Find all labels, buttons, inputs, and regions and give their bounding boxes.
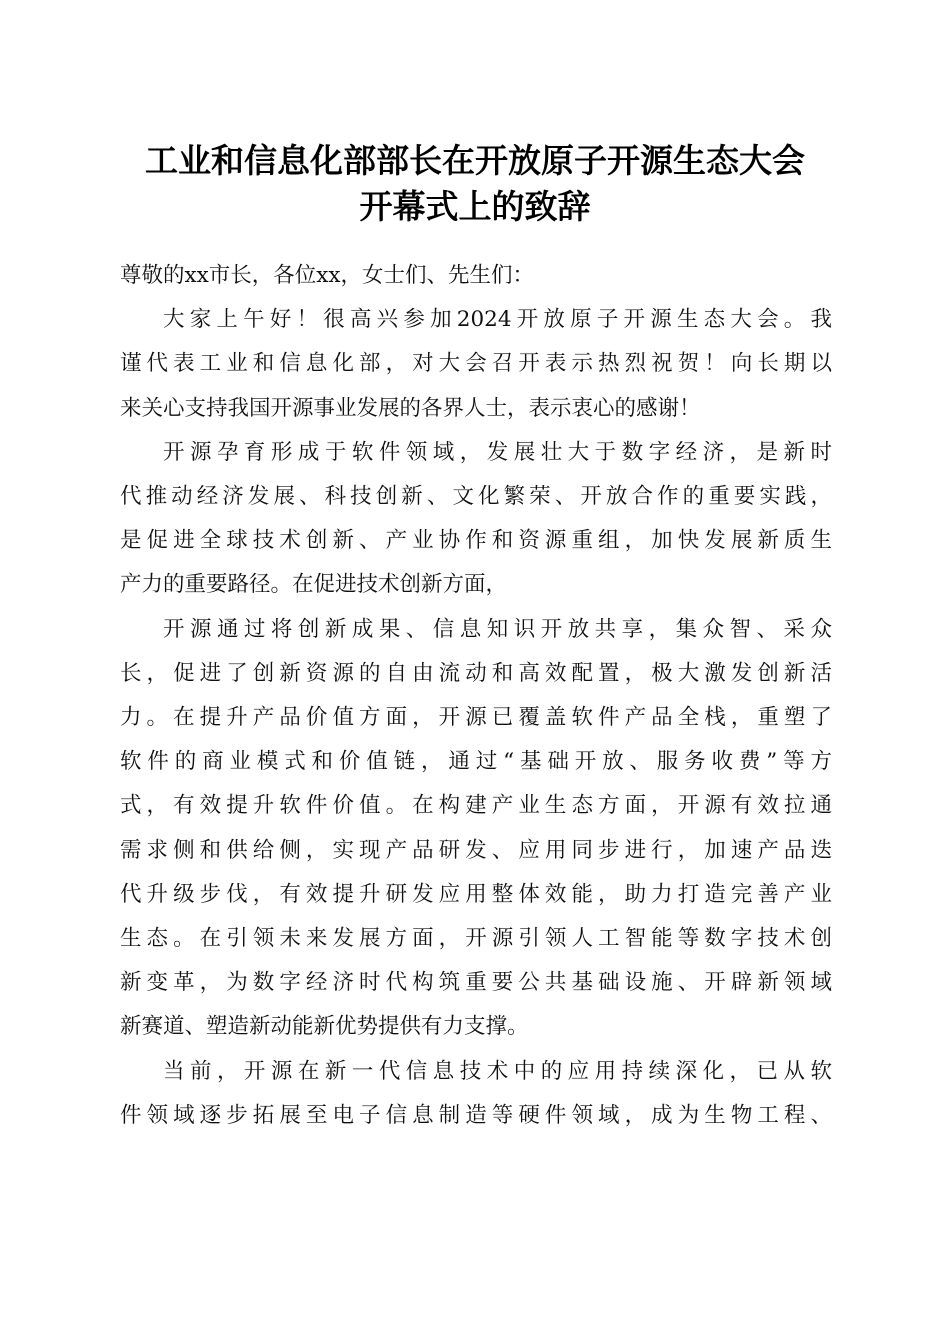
salutation-line: 尊敬的xx市长，各位xx，女士们、先生们： — [120, 263, 535, 288]
paragraph-line: 来关心支持我国开源事业发展的各界人士，表示衷心的感谢！ — [120, 395, 701, 421]
paragraph-3 — [120, 608, 832, 1050]
paragraph-line: 生态。在引领未来发展方面，开源引领人工智能等数字技术创 — [120, 926, 832, 952]
paragraph-line: 新赛道、塑造新动能新优势提供有力支撑。 — [120, 1014, 529, 1040]
paragraph-line: 需求侧和供给侧，实现产品研发、应用同步进行，加速产品迭 — [120, 837, 832, 863]
paragraph-line: 产力的重要路径。在促进技术创新方面， — [120, 572, 508, 598]
title-line-2: 开幕式上的致辞 — [359, 187, 591, 226]
paragraph-line: 长，促进了创新资源的自由流动和高效配置，极大激发创新活 — [120, 660, 832, 686]
paragraph-line: 新变革，为数字经济时代构筑重要公共基础设施、开辟新领域 — [120, 970, 832, 996]
paragraph-line: 力。在提升产品价值方面，开源已覆盖软件产品全栈，重塑了 — [120, 705, 832, 731]
paragraph-line: 代升级步伐，有效提升研发应用整体效能，助力打造完善产业 — [120, 881, 832, 907]
paragraph-line: 代推动经济发展、科技创新、文化繁荣、开放合作的重要实践， — [120, 484, 832, 510]
paragraph-line: 当前，开源在新一代信息技术中的应用持续深化，已从软 — [163, 1058, 832, 1084]
paragraph-1 — [120, 298, 832, 431]
paragraph-line: 开源通过将创新成果、信息知识开放共享，集众智、采众 — [163, 616, 832, 642]
paragraph-line: 式，有效提升软件价值。在构建产业生态方面，开源有效拉通 — [120, 793, 832, 819]
paragraph-line: 件领域逐步拓展至电子信息制造等硬件领域，成为生物工程、 — [120, 1102, 832, 1128]
paragraph-line: 是促进全球技术创新、产业协作和资源重组，加快发展新质生 — [120, 528, 832, 554]
document-body — [120, 254, 832, 1138]
paragraph-line: 开源孕育形成于软件领域，发展壮大于数字经济，是新时 — [163, 439, 832, 465]
title-line-1: 工业和信息化部部长在开放原子开源生态大会 — [145, 141, 805, 180]
paragraph-line: 大家上午好！很高兴参加2024开放原子开源生态大会。我 — [163, 307, 832, 333]
page-title — [0, 138, 950, 230]
paragraph-4 — [120, 1050, 832, 1138]
paragraph-line: 软件的商业模式和价值链，通过“基础开放、服务收费”等方 — [120, 749, 832, 775]
paragraph-line: 谨代表工业和信息化部，对大会召开表示热烈祝贺！向长期以 — [120, 351, 832, 377]
salutation — [120, 254, 832, 298]
paragraph-2 — [120, 431, 832, 608]
